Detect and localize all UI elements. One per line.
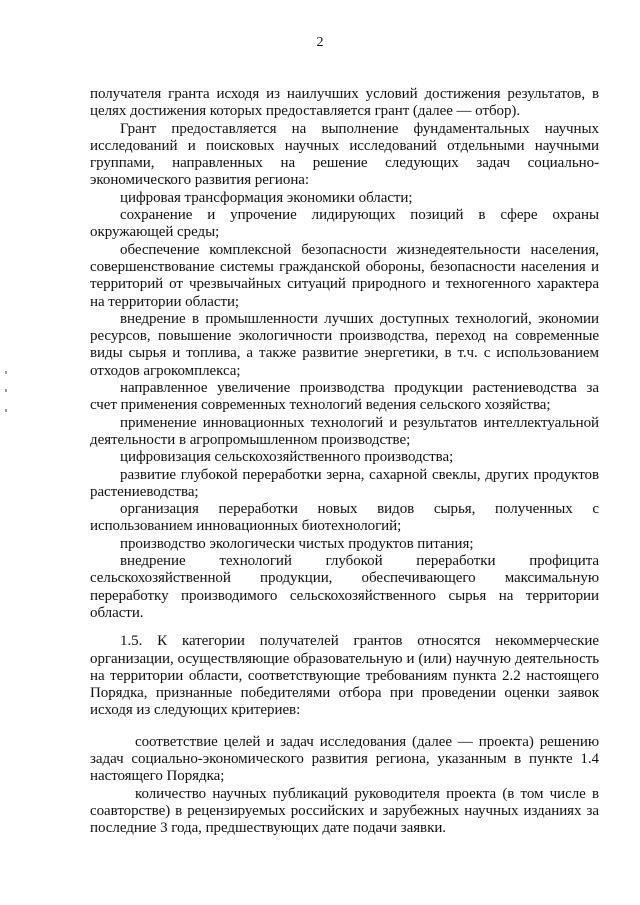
list-item-environment: сохранение и упрочение лидирующих позиций в сфере охраны окружающей среды; xyxy=(90,207,599,241)
list-item-deep-processing: развитие глубокой переработки зерна, сахарной свеклы, других продуктов растениеводства; xyxy=(90,466,599,500)
list-item-safety: обеспечение комплексной безопасности жизнедеятельности населения, совершенствование системы гражданской обороны, безопасности населения и территорий от чрезвычайных ситуаций природного и техногенного характера на территории области; xyxy=(90,241,599,310)
criterion-goals-match: соответствие целей и задач исследования (далее — проекта) решению задач социально-экономического развития региона, указанным в пункте 1.4 настоящего Порядка; xyxy=(90,733,599,785)
list-item-crop-production: направленное увеличение производства продукции растениеводства за счет применения современных технологий ведения сельского хозяйства; xyxy=(90,380,599,414)
paragraph-section-1-5: 1.5. К категории получателей грантов относятся некоммерческие организации, осуществляющие образовательную и (или) научную деятельность на территории области, соответствующие требованиям пункта 2.2 настоящего Порядка, признанные победителями отбора при проведении оценки заявок исходя из следующих критериев: xyxy=(90,633,599,719)
paragraph-grant-purpose: Грант предоставляется на выполнение фундаментальных научных исследований и поисковых научных исследований отдельными научными группами, направленных на решение следующих задач социально-экономического развития региона: xyxy=(90,120,599,189)
paragraph-selection-purpose: получателя гранта исходя из наилучших условий достижения результатов, в целях достижения которых предоставляется грант (далее — отбор). xyxy=(90,86,599,120)
list-item-biotech: организация переработки новых видов сырья, полученных с использованием инновационных биотехнологий; xyxy=(90,501,599,535)
list-item-eco-food: производство экологически чистых продуктов питания; xyxy=(120,535,474,552)
list-item-industry-tech: внедрение в промышленности лучших доступных технологий, экономии ресурсов, повышение экологичности производства, переход на современные виды сырья и топлива, а также развитие энергетики, в т.ч. с использованием отходов агрокомплекса; xyxy=(90,310,599,379)
list-item-innovation-agro: применение инновационных технологий и результатов интеллектуальной деятельности в агропромышленном производстве; xyxy=(90,414,599,448)
page-number: 2 xyxy=(316,35,324,50)
margin-mark xyxy=(5,389,7,392)
margin-mark xyxy=(5,371,7,374)
list-item-digitalization-agro: цифровизация сельскохозяйственного производства; xyxy=(120,449,454,466)
criterion-publications: количество научных публикаций руководителя проекта (в том числе в соавторстве) в рецензируемых российских и зарубежных научных изданиях за последние 3 года, предшествующих дате подачи заявки. xyxy=(90,785,599,837)
list-item-digital-transformation: цифровая трансформация экономики области; xyxy=(120,189,413,206)
margin-mark xyxy=(5,409,7,412)
list-item-surplus-processing: внедрение технологий глубокой переработки профицита сельскохозяйственной продукции, обеспечивающего максимальную переработку производимого сельскохозяйственного сырья на территории области. xyxy=(90,553,599,621)
document-body xyxy=(90,86,599,837)
